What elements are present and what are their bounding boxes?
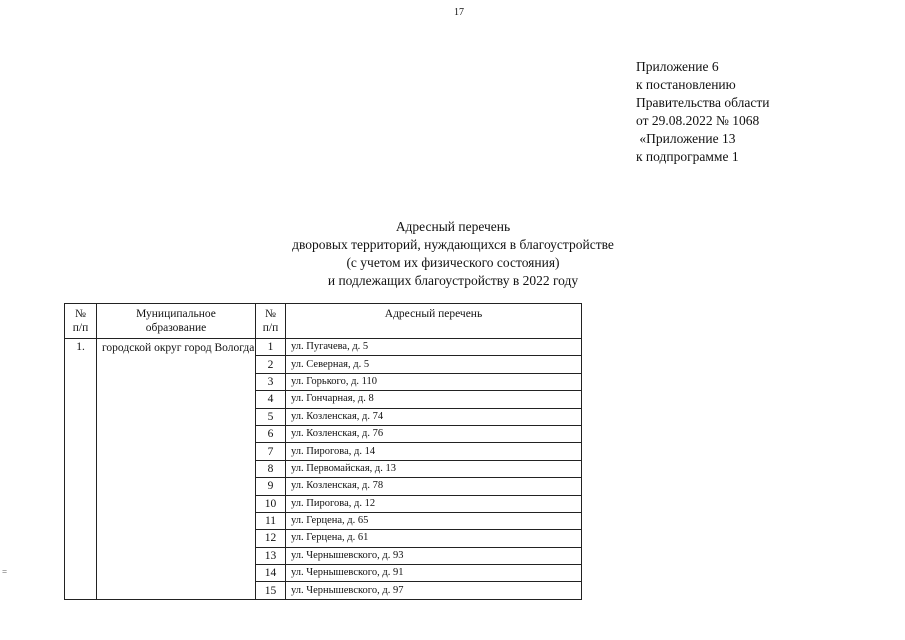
header-municipality: Муниципальное образование (97, 304, 256, 339)
appendix-line: от 29.08.2022 № 1068 (636, 113, 760, 128)
row-address: ул. Чернышевского, д. 93 (286, 547, 582, 564)
title-line: Адресный перечень (395, 219, 511, 234)
row-number: 3 (256, 373, 286, 390)
address-table (64, 303, 582, 600)
table-row (65, 339, 582, 356)
row-number: 13 (256, 547, 286, 564)
margin-mark: = (2, 567, 8, 577)
row-address: ул. Козленская, д. 74 (286, 408, 582, 425)
table-header-row (65, 304, 582, 339)
appendix-line: Правительства области (636, 95, 770, 110)
row-address: ул. Северная, д. 5 (286, 356, 582, 373)
row-number: 1 (256, 339, 286, 356)
row-address: ул. Козленская, д. 76 (286, 425, 582, 442)
row-address: ул. Чернышевского, д. 97 (286, 582, 582, 599)
row-address: ул. Пугачева, д. 5 (286, 339, 582, 356)
row-address: ул. Пирогова, д. 14 (286, 443, 582, 460)
page-number: 17 (454, 7, 464, 18)
row-number: 11 (256, 512, 286, 529)
row-address: ул. Герцена, д. 61 (286, 530, 582, 547)
appendix-block (636, 58, 769, 166)
document-title (243, 218, 663, 290)
row-address: ул. Пирогова, д. 12 (286, 495, 582, 512)
row-number: 8 (256, 460, 286, 477)
row-address: ул. Гончарная, д. 8 (286, 391, 582, 408)
title-line: и подлежащих благоустройству в 2022 году (327, 273, 579, 288)
appendix-line: Приложение 6 (636, 59, 719, 74)
table-body (65, 339, 582, 600)
municipality-name: городской округ город Вологда (97, 339, 256, 600)
header-address-list: Адресный перечень (286, 304, 582, 339)
row-address: ул. Чернышевского, д. 91 (286, 565, 582, 582)
row-number: 7 (256, 443, 286, 460)
row-number: 15 (256, 582, 286, 599)
row-address: ул. Первомайская, д. 13 (286, 460, 582, 477)
row-number: 12 (256, 530, 286, 547)
row-address: ул. Герцена, д. 65 (286, 512, 582, 529)
municipality-number: 1. (65, 339, 97, 600)
row-number: 10 (256, 495, 286, 512)
row-number: 9 (256, 478, 286, 495)
row-number: 2 (256, 356, 286, 373)
title-line: дворовых территорий, нуждающихся в благоустройстве (292, 237, 614, 252)
row-number: 5 (256, 408, 286, 425)
row-address: ул. Горького, д. 110 (286, 373, 582, 390)
title-line: (с учетом их физического состояния) (346, 255, 560, 270)
appendix-line: «Приложение 13 (636, 131, 736, 146)
appendix-line: к подпрограмме 1 (636, 149, 739, 164)
row-number: 14 (256, 565, 286, 582)
header-no: № п/п (65, 304, 97, 339)
row-number: 6 (256, 425, 286, 442)
row-address: ул. Козленская, д. 78 (286, 478, 582, 495)
header-sub-no: № п/п (256, 304, 286, 339)
appendix-line: к постановлению (636, 77, 736, 92)
row-number: 4 (256, 391, 286, 408)
